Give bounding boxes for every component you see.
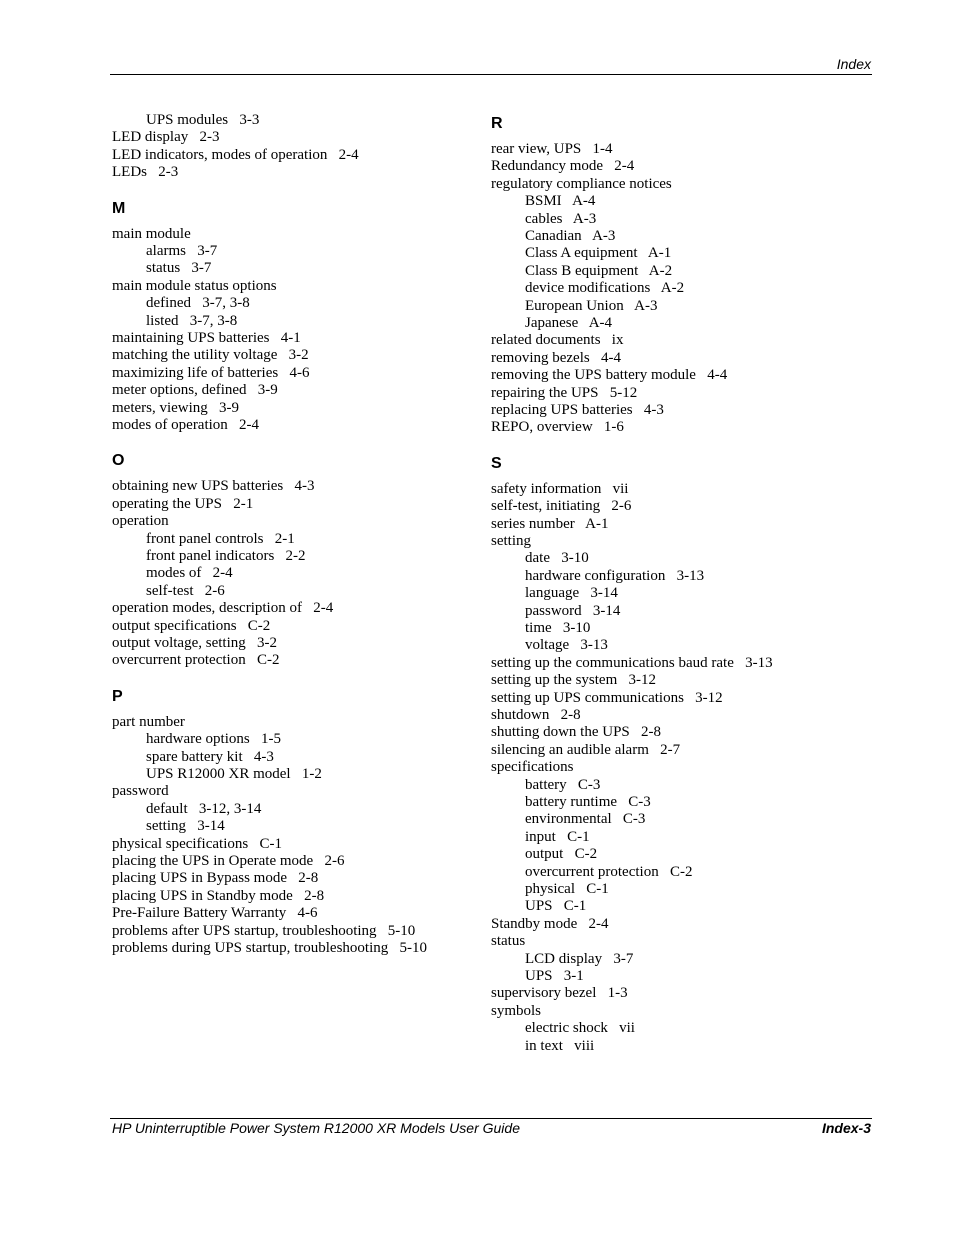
index-subentry: hardware configuration 3-13: [525, 567, 705, 584]
index-entry: placing UPS in Bypass mode 2-8: [112, 870, 319, 887]
index-subentry: alarms 3-7: [146, 243, 218, 259]
index-entry: placing the UPS in Operate mode 2-6: [112, 853, 345, 869]
index-entry: part number: [112, 713, 185, 730]
index-subentry: electric shock vii: [525, 1020, 635, 1037]
index-entry: output voltage, setting 3-2: [112, 635, 277, 651]
index-entry: setting: [491, 533, 531, 549]
index-entry: matching the utility voltage 3-2: [112, 347, 309, 364]
index-entry: self-test, initiating 2-6: [491, 498, 632, 515]
index-entry: symbols: [491, 1002, 542, 1019]
index-subentry: overcurrent protection C-2: [525, 863, 693, 880]
index-subentry: front panel controls 2-1: [146, 530, 295, 547]
header-rule: [110, 74, 872, 75]
index-subentry: spare battery kit 4-3: [146, 748, 274, 765]
index-entry: setting up the system 3-12: [491, 672, 656, 689]
index-subentry: self-test 2-6: [146, 582, 225, 599]
index-subentry: UPS R12000 XR model 1-2: [146, 766, 322, 782]
index-letter-heading: S: [491, 454, 502, 472]
index-subentry: in text viii: [525, 1037, 595, 1054]
index-entry: operation modes, description of 2-4: [112, 600, 334, 617]
index-entry: modes of operation 2-4: [112, 417, 260, 433]
index-subentry: European Union A-3: [525, 297, 658, 314]
footer-page-number: Index-3: [821, 1120, 871, 1136]
index-subentry: language 3-14: [525, 585, 618, 602]
footer-guide-title: HP Uninterruptible Power System R12000 XR Models User Guide: [112, 1120, 520, 1136]
index-subentry: LCD display 3-7: [525, 950, 634, 967]
index-entry: Redundancy mode 2-4: [491, 158, 635, 175]
index-entry: obtaining new UPS batteries 4-3: [112, 478, 315, 495]
index-subentry: cables A-3: [525, 210, 597, 227]
index-entry: repairing the UPS 5-12: [491, 384, 638, 401]
index-entry: silencing an audible alarm 2-7: [491, 741, 681, 758]
index-entry: LED indicators, modes of operation 2-4: [112, 146, 359, 163]
index-entry: output specifications C-2: [112, 617, 271, 634]
index-entry: LED display 2-3: [112, 129, 220, 146]
index-entry: setting up the communications baud rate 3-13: [491, 654, 773, 671]
index-entry: LEDs 2-3: [112, 164, 179, 181]
index-entry: regulatory compliance notices: [491, 175, 672, 192]
index-entry: meters, viewing 3-9: [112, 399, 240, 416]
index-entry: main module status options: [112, 277, 277, 294]
index-entry: safety information vii: [491, 480, 629, 497]
index-subentry: Japanese A-4: [525, 315, 613, 331]
index-entry: rear view, UPS 1-4: [491, 141, 613, 157]
index-entry: operation: [112, 513, 169, 530]
index-entry: replacing UPS batteries 4-3: [491, 402, 664, 418]
index-entry: physical specifications C-1: [112, 835, 282, 852]
index-entry: removing bezels 4-4: [491, 349, 621, 366]
index-entry: placing UPS in Standby mode 2-8: [112, 887, 325, 904]
index-entry: maximizing life of batteries 4-6: [112, 364, 310, 381]
index-letter-heading: M: [112, 199, 126, 217]
index-entry: series number A-1: [491, 515, 609, 532]
index-subentry: device modifications A-2: [525, 280, 685, 297]
index-entry: meter options, defined 3-9: [112, 382, 278, 399]
index-subentry: Class B equipment A-2: [525, 262, 673, 279]
index-entry: problems after UPS startup, troubleshooting 5-10: [112, 922, 416, 939]
footer-rule: [110, 1118, 872, 1119]
index-entry: maintaining UPS batteries 4-1: [112, 330, 301, 346]
index-entry: supervisory bezel 1-3: [491, 985, 628, 1002]
index-subentry: BSMI A-4: [525, 193, 596, 210]
index-subentry: listed 3-7, 3-8: [146, 312, 238, 329]
index-subentry: battery runtime C-3: [525, 794, 651, 810]
index-subentry: output C-2: [525, 846, 598, 863]
index-subentry: password 3-14: [525, 602, 621, 619]
index-entry: setting up UPS communications 3-12: [491, 689, 723, 706]
index-subentry: UPS C-1: [525, 898, 587, 915]
index-entry: status: [491, 933, 526, 950]
index-entry: problems during UPS startup, troubleshooting 5-10: [112, 940, 427, 956]
index-letter-heading: P: [112, 687, 123, 705]
index-subentry: UPS modules 3-3: [146, 112, 260, 128]
index-subentry: defined 3-7, 3-8: [146, 295, 250, 312]
index-subentry: status 3-7: [146, 260, 212, 277]
index-subentry: date 3-10: [525, 550, 589, 567]
index-entry: shutting down the UPS 2-8: [491, 724, 662, 741]
index-subentry: modes of 2-4: [146, 565, 233, 582]
index-entry: Pre-Failure Battery Warranty 4-6: [112, 905, 318, 922]
index-subentry: Class A equipment A-1: [525, 245, 672, 262]
index-subentry: front panel indicators 2-2: [146, 548, 306, 564]
index-subentry: hardware options 1-5: [146, 731, 281, 748]
index-letter-heading: O: [112, 452, 125, 470]
index-subentry: default 3-12, 3-14: [146, 800, 262, 817]
index-entry: Standby mode 2-4: [491, 915, 609, 932]
index-letter-heading: R: [491, 115, 503, 132]
index-subentry: UPS 3-1: [525, 968, 584, 984]
index-entry: specifications: [491, 759, 574, 776]
index-entry: password: [112, 783, 169, 800]
index-entry: main module: [112, 225, 191, 242]
index-subentry: battery C-3: [525, 776, 601, 793]
index-subentry: time 3-10: [525, 620, 591, 636]
index-entry: removing the UPS battery module 4-4: [491, 367, 728, 384]
index-subentry: environmental C-3: [525, 811, 646, 828]
index-entry: related documents ix: [491, 332, 624, 349]
index-entry: REPO, overview 1-6: [491, 419, 624, 436]
index-subentry: setting 3-14: [146, 818, 225, 835]
index-entry: overcurrent protection C-2: [112, 652, 280, 669]
index-subentry: physical C-1: [525, 881, 609, 897]
index-entry: operating the UPS 2-1: [112, 495, 254, 512]
index-subentry: voltage 3-13: [525, 637, 608, 654]
running-header-title: Index: [836, 56, 871, 72]
index-subentry: input C-1: [525, 828, 590, 845]
index-subentry: Canadian A-3: [525, 228, 616, 244]
index-entry: shutdown 2-8: [491, 707, 581, 723]
